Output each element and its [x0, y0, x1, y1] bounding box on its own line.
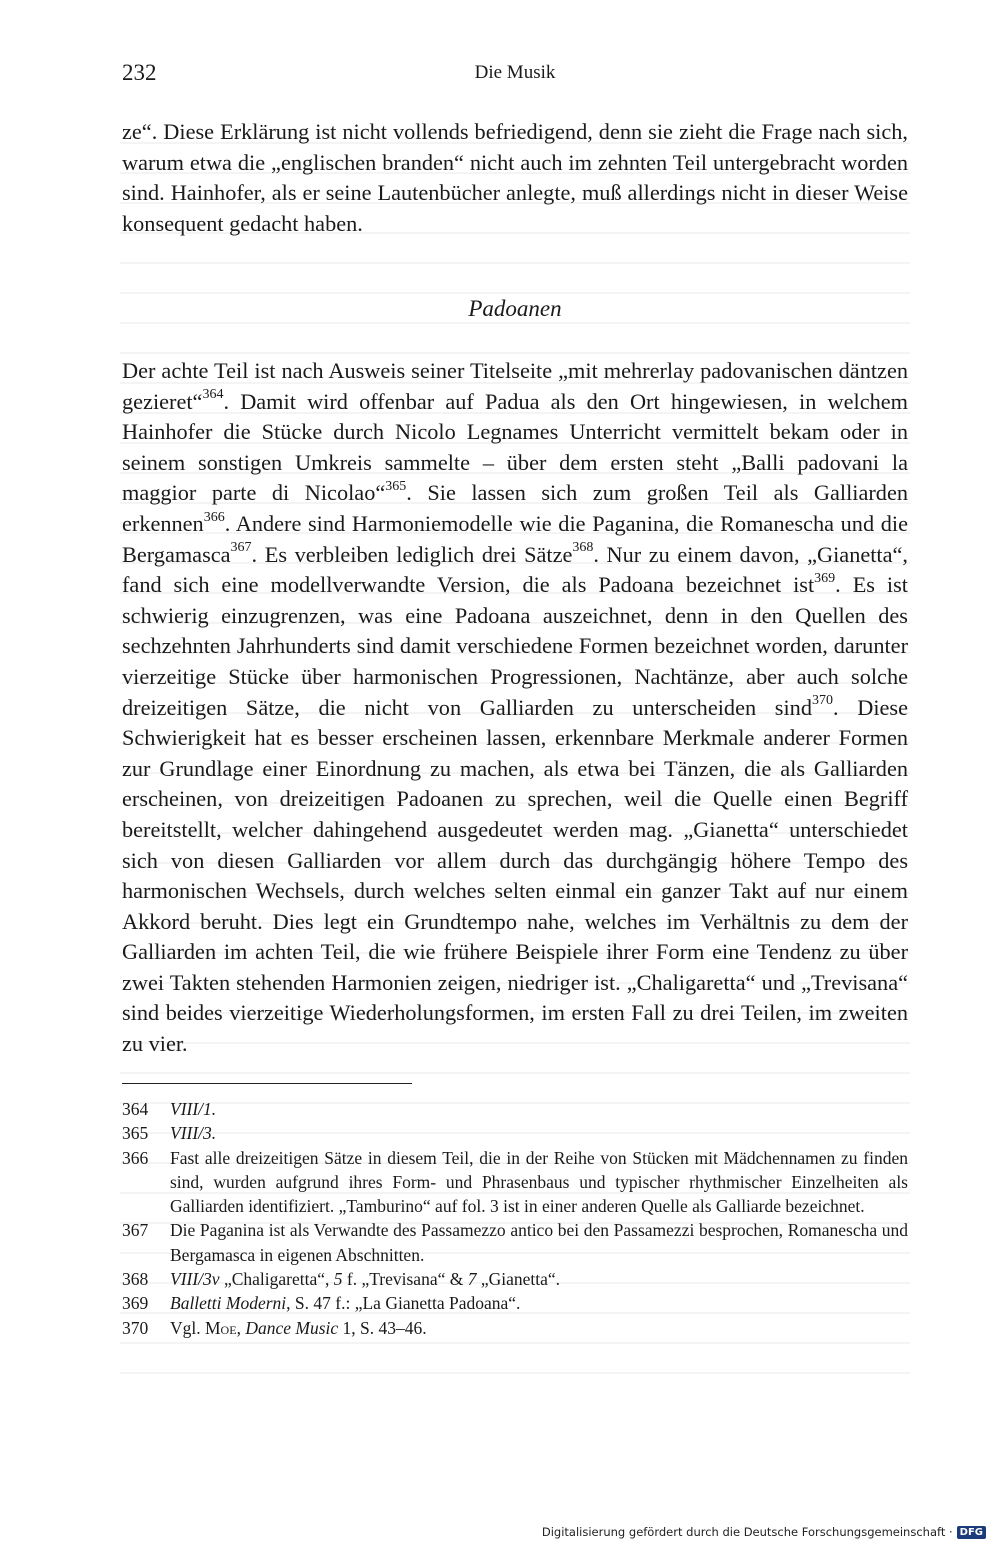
footnote-number: 364	[122, 1099, 149, 1119]
running-title: Die Musik	[474, 62, 556, 83]
footnote-ref-369: 369	[814, 570, 836, 586]
footnote-segment: VIII/3v	[170, 1269, 220, 1290]
digitization-credit	[542, 1525, 986, 1539]
paragraph-text: . Sie lassen sich zum großen Teil als Galliarden erkennen	[122, 480, 908, 536]
footnote-ref-367: 367	[230, 540, 252, 556]
footnote-365	[122, 1121, 908, 1145]
paragraph-text: Der achte Teil ist nach Ausweis seiner Titelseite „mit mehrerlay padovanischen däntzen gezieret“	[122, 358, 908, 414]
footnote-ref-366: 366	[203, 509, 225, 525]
paragraph-text: . Es ist schwierig einzugrenzen, was eine Padoana auszeichnet, denn in den Quellen des sechzehnten Jahrhunderts sind damit verschiedene Formen bezeichnet worden, darunter vierzeitige Stücke über harmonischen Progressionen, Nachtänze, aber auch solche dreizeitigen Sätze, die nicht von Galliarden zu unterscheiden sind	[122, 572, 908, 720]
footnote-text	[170, 1316, 908, 1340]
footnote-segment: ,	[236, 1317, 246, 1338]
footnote-text	[170, 1291, 908, 1315]
footnote-text	[170, 1267, 908, 1291]
footnote-segment: f. „Trevisana“ &	[342, 1269, 468, 1290]
paragraph-text: . Diese Schwierigkeit hat es besser erscheinen lassen, erkennbare Merkmale anderer Formen zur Grundlage einer Einordnung zu machen, als etwa bei Tänzen, die als Galliarden erscheinen, von dreizeitigen Padoanen zu sprechen, weil die Quelle einen Begriff bereitstellt, welcher dahingehend ausgedeutet werden mag. „Gianetta“ unterschiedet sich von diesen Galliarden vor allem durch das durchgängig höhere Tempo des harmonischen Wechsels, durch welches selten einmal ein ganzer Takt auf nur einem Akkord beruht. Dies legt ein Grundtempo nahe, welches im Verhältnis zu dem der Galliarden im achten Teil, die wie frühere Beispiele ihrer Form eine Tendenz zu über zwei Takten stehenden Harmonien zeigen, niedriger ist. „Chaligaretta“ und „Trevisana“ sind beides vierzeitige Wiederholungsformen, im ersten Fall zu drei Teilen, im zweiten zu vier.	[122, 694, 908, 1057]
footnote-text: VIII/3.	[170, 1123, 217, 1144]
footnote-367	[122, 1218, 908, 1267]
footnote-text: VIII/1.	[170, 1099, 217, 1119]
footnotes	[122, 1097, 908, 1340]
paragraph-2	[122, 356, 908, 1060]
paragraph-text: . Nur zu einem davon, „Gianetta“, fand sich eine modellverwandte Version, die als Padoana bezeichnet ist	[122, 541, 908, 598]
footnote-segment: Dance Music	[245, 1317, 339, 1338]
footnote-number: 366	[122, 1147, 149, 1168]
footnote-segment: „Gianetta“.	[476, 1269, 561, 1290]
footnote-368	[122, 1267, 908, 1291]
footnote-number: 367	[122, 1220, 149, 1241]
footnote-ref-364: 364	[202, 387, 224, 403]
footnote-segment: Moe	[205, 1317, 237, 1338]
footnote-number: 369	[122, 1293, 149, 1314]
footnote-segment: 1, S. 43–46.	[338, 1317, 427, 1338]
footnote-370	[122, 1316, 908, 1340]
paragraph-1: ze“. Diese Erklärung ist nicht vollends befriedigend, denn sie zieht die Frage nach sich, warum etwa die „englischen branden“ nicht auch im zehnten Teil untergebracht worden sind. Hainhofer, als er seine Lautenbücher anlegte, muß allerdings nicht in dieser Weise konsequent gedacht haben.	[122, 119, 908, 236]
footnote-segment: 5	[333, 1269, 343, 1290]
section-heading: Padoanen	[468, 296, 562, 321]
footnote-ref-370: 370	[811, 693, 833, 709]
footnote-segment: „Chaligaretta“,	[219, 1269, 334, 1290]
paragraph-text: . Es verbleiben lediglich drei Sätze	[251, 541, 573, 567]
footnote-text: Fast alle dreizeitigen Sätze in diesem Teil, die in der Reihe von Stücken mit Mädchennamen zu finden sind, wurden aufgrund ihres Form- und Phrasenbaus und typischer rhythmischer Einzelheiten als Galliarden identifiziert. „Tamburino“ auf fol. 3 ist in einer anderen Quelle als Galliarde bezeichnet.	[170, 1147, 908, 1217]
footnote-ref-368: 368	[572, 540, 594, 556]
page-header	[122, 60, 908, 90]
footnote-segment: , S. 47 f.: „La Gianetta Padoana“.	[286, 1293, 521, 1314]
footnote-369	[122, 1291, 908, 1315]
footnote-segment: Balletti Moderni	[170, 1293, 287, 1314]
footnote-divider	[122, 1083, 412, 1084]
footnote-number: 370	[122, 1317, 149, 1338]
footnote-text: Die Paganina ist als Verwandte des Passamezzo antico bei den Passamezzi besprochen, Romanescha und Bergamasca in eigenen Abschnitten.	[170, 1220, 908, 1265]
page-number: 232	[122, 60, 157, 85]
footnote-ref-365: 365	[385, 478, 407, 494]
footnote-segment: 7	[467, 1269, 477, 1290]
footnote-number: 368	[122, 1269, 149, 1290]
dfg-logo: DFG	[957, 1526, 986, 1539]
footnote-number: 365	[122, 1123, 149, 1144]
paragraph-text: . Damit wird offenbar auf Padua als den Ort hingewiesen, in welchem Hainhofer die Stücke durch Nicolo Legnames Unterricht vermittelt bekam oder in seinem sonstigen Umkreis sammelte – über dem ersten steht „Balli padovani la maggior parte di Nicolao“	[122, 388, 908, 506]
credit-text: Digitalisierung gefördert durch die Deutsche Forschungsgemeinschaft ·	[541, 1525, 953, 1539]
footnote-364	[122, 1097, 908, 1121]
footnote-366	[122, 1146, 908, 1219]
footnote-segment: Vgl.	[170, 1317, 205, 1338]
paragraph-text: . Andere sind Harmoniemodelle wie die Paganina, die Romanescha und die Bergamasca	[122, 510, 908, 567]
